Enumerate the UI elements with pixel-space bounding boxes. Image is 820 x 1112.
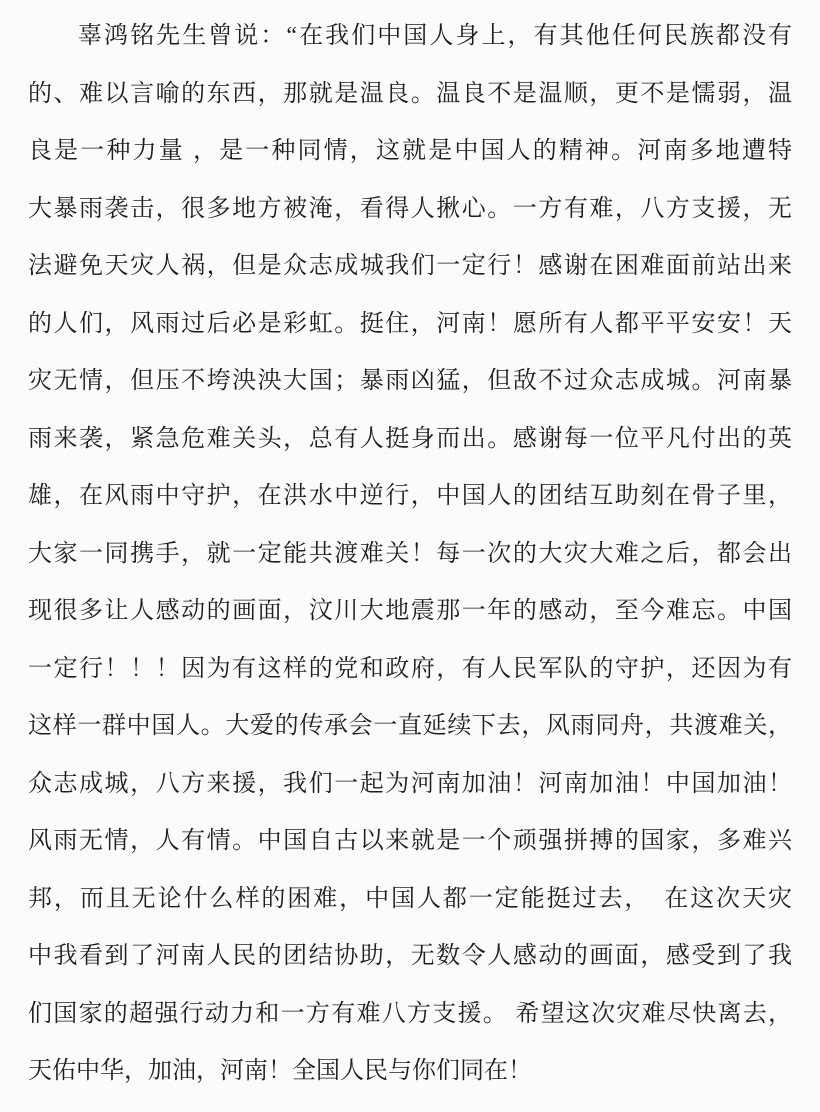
paragraph-line: 雨来袭，紧急危难关头，总有人挺身而出。感谢每一位平凡付出的英 (28, 425, 792, 452)
essay-paragraph (28, 8, 792, 1101)
paragraph-line: 法避免天灾人祸，但是众志成城我们一定行！感谢在困难面前站出来 (28, 253, 792, 279)
paragraph-line: 大家一同携手，就一定能共渡难关！每一次的大灾大难之后，都会出 (28, 540, 792, 567)
paragraph-line: 天佑中华，加油，河南！全国人民与你们同在！ (28, 1058, 532, 1084)
paragraph-line: 良是一种力量 ，是一种同情，这就是中国人的精神。河南多地遭特 (28, 138, 792, 164)
paragraph-line: 风雨无情，人有情。中国自古以来就是一个顽强拼搏的国家，多难兴 (28, 828, 792, 854)
paragraph-line: 雄，在风雨中守护，在洪水中逆行，中国人的团结互助刻在骨子里， (28, 483, 792, 509)
paragraph-line: 中我看到了河南人民的团结协助，无数令人感动的画面，感受到了我 (28, 943, 792, 969)
paragraph-line: 灾无情，但压不垮泱泱大国；暴雨凶猛，但敌不过众志成城。河南暴 (28, 368, 792, 394)
paragraph-line: 一定行！！！因为有这样的党和政府，有人民军队的守护，还因为有 (28, 655, 792, 682)
paragraph-line: 的人们，风雨过后必是彩虹。挺住，河南！愿所有人都平平安安！天 (28, 310, 792, 337)
paragraph-line: 众志成城，八方来援，我们一起为河南加油！河南加油！中国加油！ (28, 770, 792, 797)
paragraph-line: 辜鸿铭先生曾说：“在我们中国人身上，有其他任何民族都没有 (78, 23, 792, 49)
paragraph-line: 大暴雨袭击，很多地方被淹，看得人揪心。一方有难，八方支援，无 (28, 195, 792, 222)
paragraph-line: 现很多让人感动的画面，汶川大地震那一年的感动，至今难忘。中国 (28, 598, 792, 624)
paragraph-line: 邦，而且无论什么样的困难，中国人都一定能挺过去， 在这次天灾 (28, 885, 792, 912)
paragraph-line: 的、难以言喻的东西，那就是温良。温良不是温顺，更不是懦弱，温 (28, 80, 792, 107)
paragraph-line: 这样一群中国人。大爱的传承会一直延续下去，风雨同舟，共渡难关， (28, 713, 792, 739)
paragraph-line: 们国家的超强行动力和一方有难八方支援。 希望这次灾难尽快离去， (28, 1000, 792, 1027)
